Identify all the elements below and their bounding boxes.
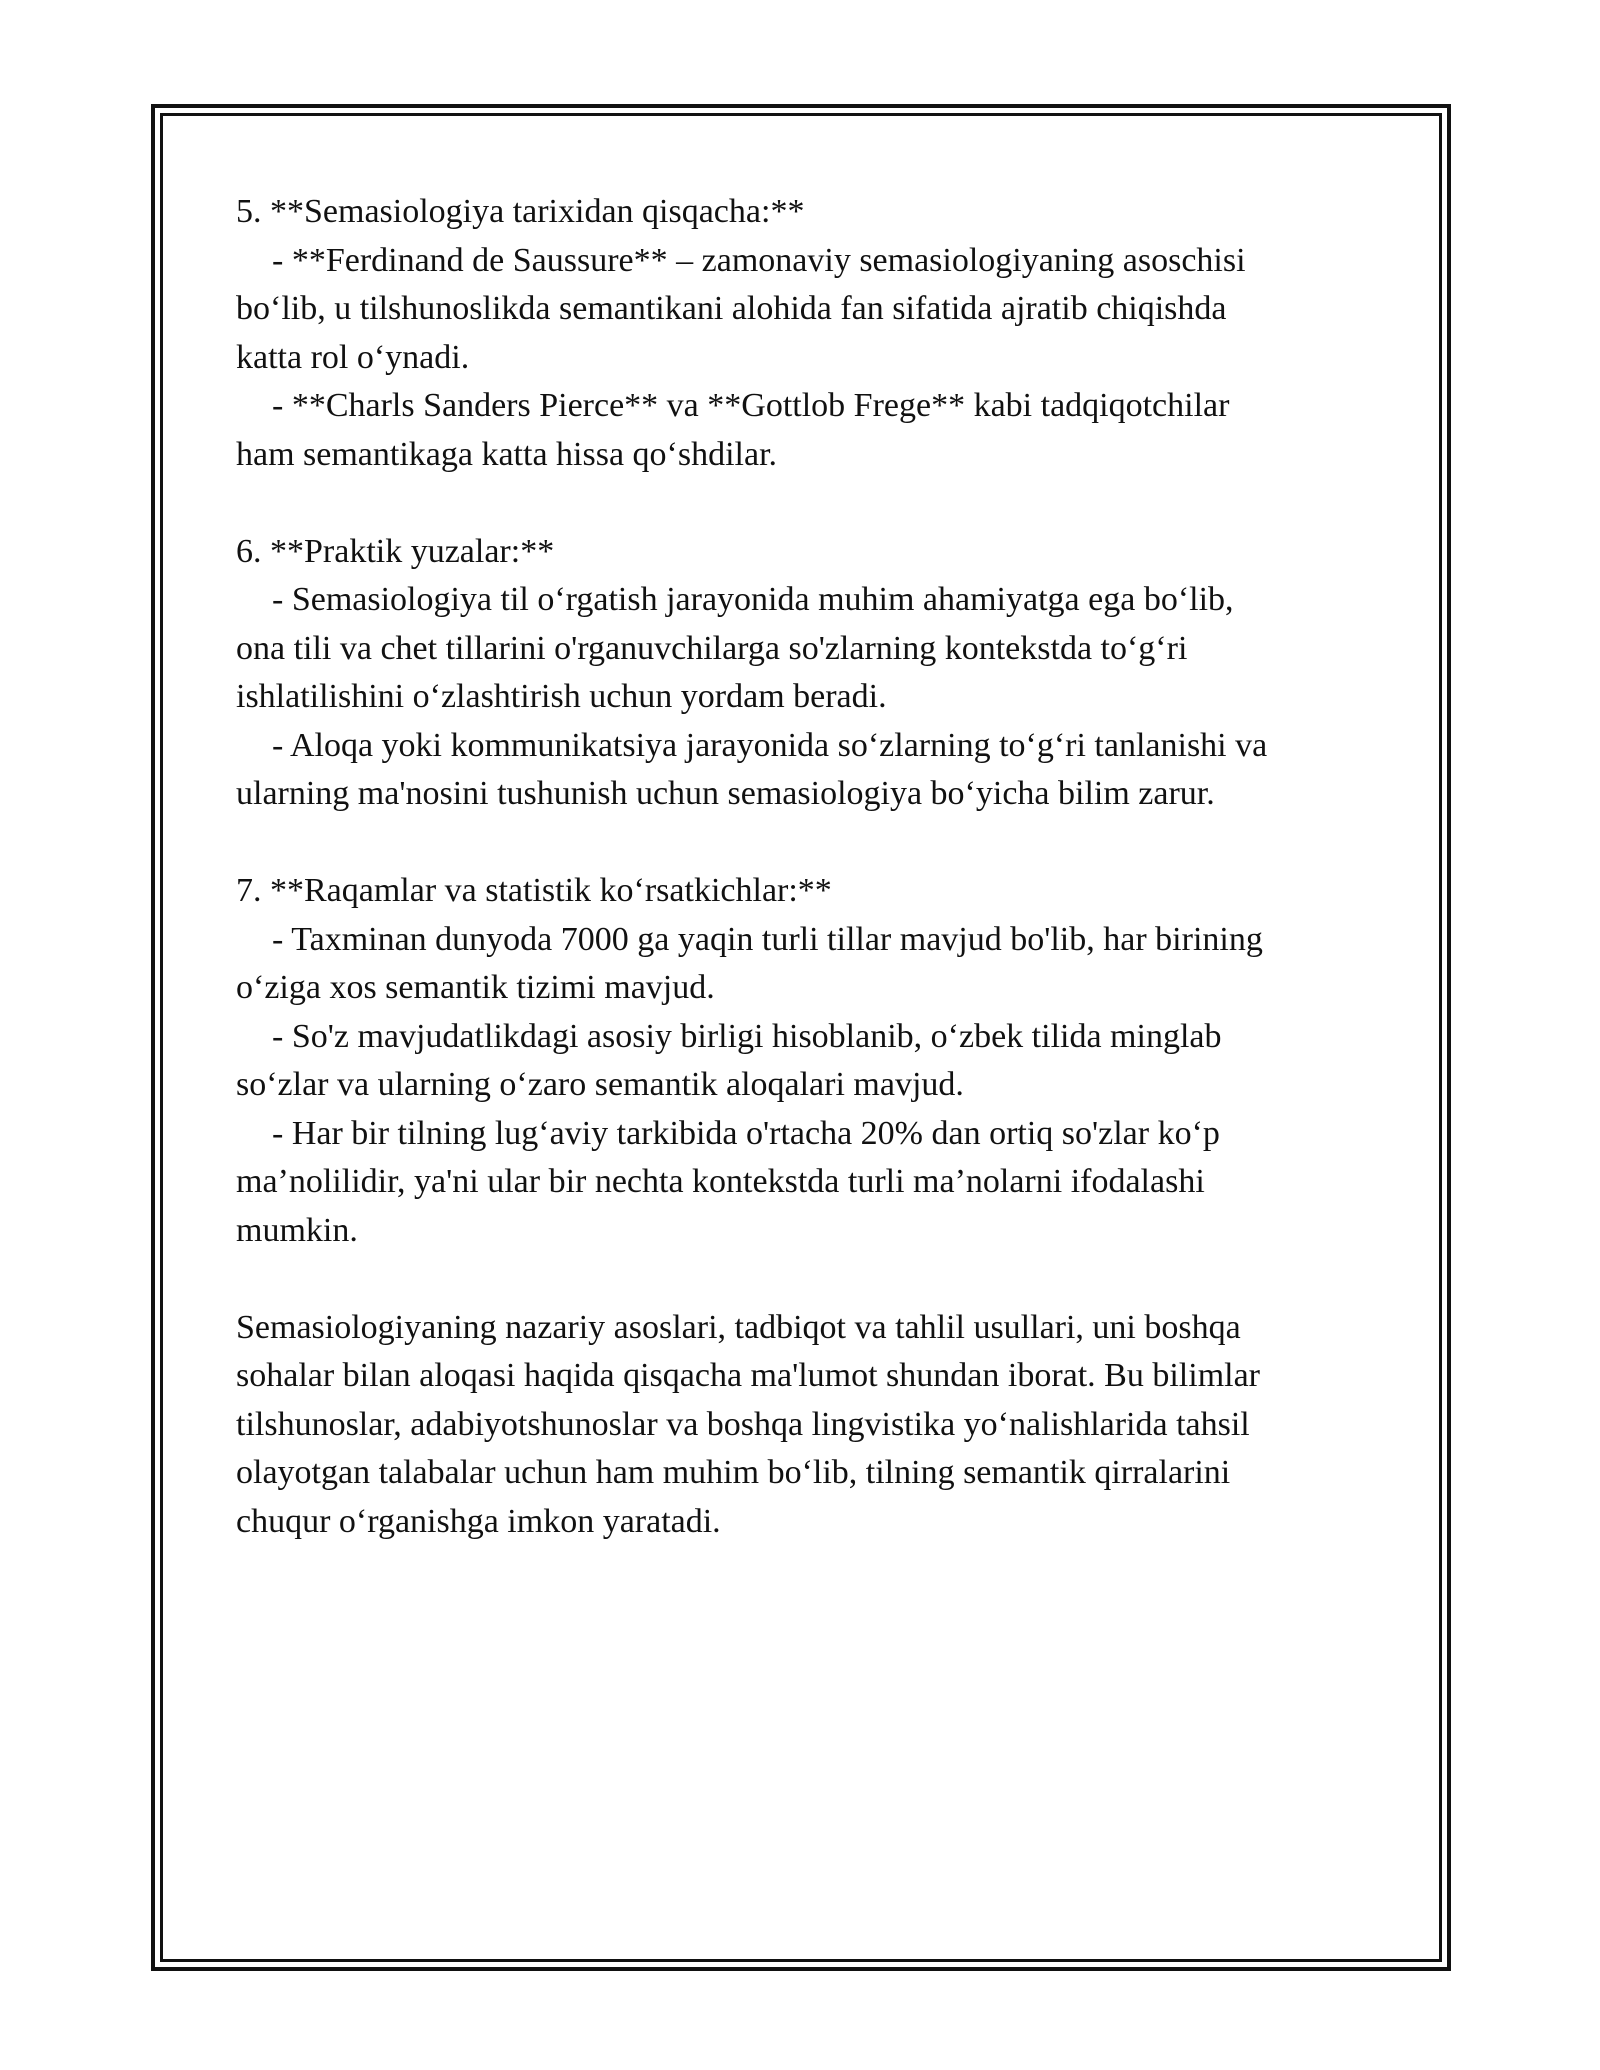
list-item-line: - Taxminan dunyoda 7000 ga yaqin turli tillar mavjud bo'lib, har birining [272,920,1263,958]
section-7 [236,867,1356,1255]
paragraph-gap [236,1255,1356,1304]
list-item-line: so‘zlar va ularning o‘zaro semantik aloqalari mavjud. [236,1066,964,1103]
list-item-line: ham semantikaga katta hissa qo‘shdilar. [236,435,778,473]
list-item-line: - So'z mavjudatlikdagi asosiy birligi hisoblanib, o‘zbek tilida minglab [272,1017,1222,1055]
list-item [236,1110,1356,1256]
document-body [236,188,1356,1546]
list-item [236,722,1356,819]
list-item-line: ona tili va chet tillarini o'rganuvchilarga so'zlarning kontekstda to‘g‘ri [236,629,1188,667]
list-item-line: ma’nolilidir, ya'ni ular bir nechta kontekstda turli ma’nolarni ifodalashi [236,1163,1205,1200]
list-item-line: - Har bir tilning lug‘aviy tarkibida o'rtacha 20% dan ortiq so'zlar ko‘p [272,1114,1220,1152]
list-item [236,237,1356,383]
list-item-line: - Aloqa yoki kommunikatsiya jarayonida so‘zlarning to‘g‘ri tanlanishi va [272,726,1268,764]
list-item [236,576,1356,722]
paragraph-line: tilshunoslar, adabiyotshunoslar va boshqa lingvistika yo‘nalishlarida tahsil [236,1405,1250,1443]
list-item-line: mumkin. [236,1211,358,1249]
list-item-line: ularning ma'nosini tushunish uchun semasiologiya bo‘yicha bilim zarur. [236,775,1215,812]
list-item-line: ishlatilishini o‘zlashtirish uchun yordam beradi. [236,678,887,715]
list-item-line: katta rol o‘ynadi. [236,338,470,376]
paragraph-line: chuqur o‘rganishga imkon yaratadi. [236,1502,721,1540]
paragraph-gap [236,479,1356,528]
section-5 [236,188,1356,479]
list-item-line: - Semasiologiya til o‘rgatish jarayonida muhim ahamiyatga ega bo‘lib, [272,581,1234,618]
section-heading: 6. **Praktik yuzalar:** [236,532,555,570]
section-heading: 5. **Semasiologiya tarixidan qisqacha:** [236,193,805,230]
list-item-line: - **Ferdinand de Saussure** – zamonaviy semasiologiyaning asoschisi [272,241,1246,279]
conclusion-paragraph [236,1304,1356,1547]
paragraph-line: olayotgan talabalar uchun ham muhim bo‘lib, tilning semantik qirralarini [236,1454,1231,1491]
section-heading: 7. **Raqamlar va statistik ko‘rsatkichlar:** [236,872,832,909]
list-item [236,1013,1356,1110]
list-item-line: o‘ziga xos semantik tizimi mavjud. [236,969,715,1006]
paragraph-line: sohalar bilan aloqasi haqida qisqacha ma'lumot shundan iborat. Bu bilimlar [236,1357,1261,1394]
list-item-line: - **Charls Sanders Pierce** va **Gottlob Frege** kabi tadqiqotchilar [272,387,1230,424]
section-6 [236,528,1356,819]
paragraph-gap [236,819,1356,868]
list-item-line: bo‘lib, u tilshunoslikda semantikani alohida fan sifatida ajratib chiqishda [236,290,1227,327]
list-item [236,916,1356,1013]
list-item [236,382,1356,479]
paragraph-line: Semasiologiyaning nazariy asoslari, tadbiqot va tahlil usullari, uni boshqa [236,1308,1241,1346]
